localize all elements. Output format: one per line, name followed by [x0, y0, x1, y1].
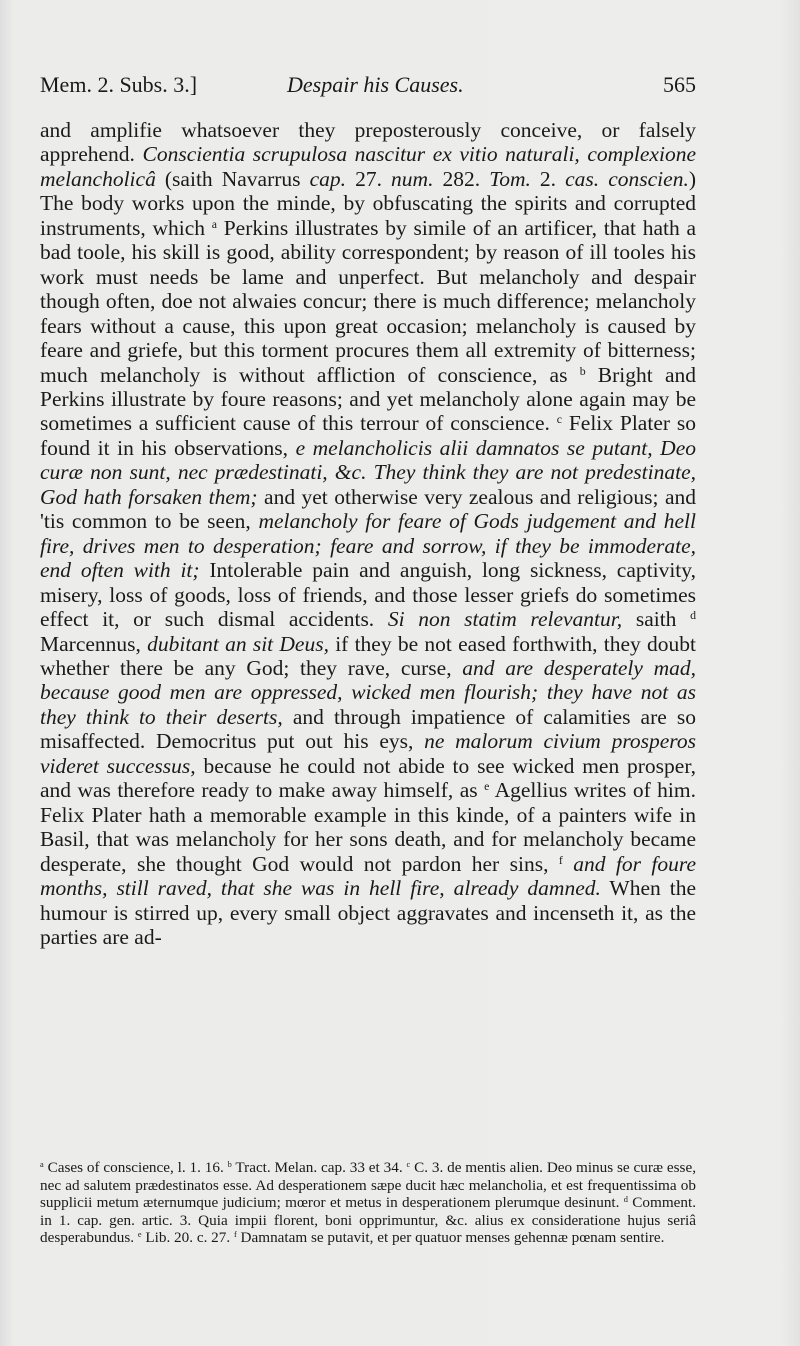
body-italic-run: dubitant an sit Deus,: [147, 631, 329, 656]
body-italic-run: ne malorum civium prosperos videret successus,: [40, 729, 696, 778]
body-text-run: if they be not eased forthwith, they doubt whether there be any God; they rave, curse,: [40, 631, 696, 680]
running-title: Despair his Causes.: [287, 72, 464, 97]
body-text-run: because he could not abide to see wicked men prosper, and was therefore ready to make away himself, as: [40, 753, 696, 803]
footnote-note-marker: b: [227, 1159, 232, 1169]
body-text-run: Intolerable pain and anguish, long sickness, captivity, misery, loss of goods, loss of friends, and those lesser griefs do sometimes effect it, or such dismal accidents.: [40, 558, 696, 632]
body-text-run: and through impatience of calamities are so misaffected. Democritus put out his eys,: [40, 704, 696, 754]
footnotes: [40, 1159, 696, 1247]
body-text-run: 282.: [433, 166, 490, 191]
footnote-block: [40, 1159, 696, 1247]
body-text-run: ) The body works upon the minde, by obfuscating the spirits and corrupted instruments, which: [40, 166, 696, 240]
footnote-note-marker: d: [623, 1195, 628, 1205]
footnote-text-run: Comment. in 1. cap. gen. artic. 3. Quia impii florent, boni opprimuntur, &c. alius ex consideratione hujus seriâ desperabundus.: [40, 1194, 697, 1247]
body-italic-run: melancholy for feare of Gods judgement and hell fire, drives men to desperation; feare and sorrow, if they be immoderate, end often with it;: [40, 509, 696, 583]
body-text-run: [563, 852, 573, 876]
footnote-note-marker: f: [233, 1230, 237, 1240]
body-text-run: Bright and Perkins illustrate by foure reasons; and yet melancholy alone again may be sometimes a sufficient cause of this terrour of conscience.: [40, 362, 696, 436]
body-text-run: When the humour is stirred up, every small object aggravates and incenseth it, as the parties are ad-: [40, 876, 696, 949]
body-text-run: and yet otherwise very zealous and religious; and 'tis common to be seen,: [40, 484, 696, 534]
body-note-marker: b: [579, 363, 586, 378]
body-note-marker: f: [558, 852, 563, 867]
body-note-marker: e: [484, 779, 490, 794]
body-italic-run: Si non statim relevantur,: [387, 607, 623, 632]
body-text: [40, 118, 696, 949]
footnote-note-marker: e: [137, 1230, 142, 1240]
footnote-text-run: Tract. Melan. cap. 33 et 34.: [231, 1159, 407, 1176]
body-text-run: 2.: [530, 166, 566, 191]
footnote-note-marker: c: [406, 1159, 411, 1169]
body-text-run: Felix Plater so found it in his observations,: [40, 411, 696, 460]
body-italic-run: cas. conscien.: [565, 166, 689, 191]
footnote-note-marker: a: [40, 1159, 44, 1169]
body-text-run: (saith Navarrus: [155, 166, 310, 191]
body-text-run: 27.: [346, 166, 392, 191]
body-note-marker: d: [690, 607, 696, 622]
body-italic-run: Tom.: [489, 166, 531, 191]
body-note-marker: a: [211, 216, 217, 231]
body-paragraph: [40, 118, 696, 949]
footnote-text-run: Damnatam se putavit, et per quatuor menses gehennæ pœnam sentire.: [236, 1229, 665, 1247]
body-italic-run: cap.: [309, 166, 347, 191]
body-italic-run: e melancholicis alii damnatos se putant, Deo curæ non sunt, nec prædestinati, &c. They think they are not predestinate, God hath forsaken them;: [40, 435, 696, 509]
footnote-text-run: Cases of conscience, l. 1. 16.: [43, 1159, 228, 1176]
body-text-run: Perkins illustrates by simile of an artificer, that hath a bad toole, his skill is good, ability correspondent; by reason of ill tooles his work must needs be lame and unperfect. But melancholy and despair though often, doe not alwaies concur; there is much difference; melancholy fears without a cause, this upon great occasion; melancholy is caused by feare and griefe, but this torment procures them all extremity of bitterness; much melancholy is without affliction of conscience, as: [40, 215, 696, 387]
body-italic-run: num.: [391, 166, 434, 191]
body-text-run: Agellius writes of him. Felix Plater hath a memorable example in this kinde, of a painters wife in Basil, that was melancholy for her sons death, and for melancholy became desperate, she thought God would not pardon her sins,: [40, 778, 696, 876]
body-text-run: and amplifie whatsoever they preposterously conceive, or falsely apprehend.: [40, 118, 696, 167]
body-note-marker: c: [556, 412, 562, 427]
running-header: [40, 72, 696, 104]
page-number: 565: [663, 72, 696, 97]
footnote-text-run: Lib. 20. c. 27.: [141, 1229, 234, 1247]
body-text-run: Marcennus,: [40, 631, 148, 656]
body-italic-run: and are desperately mad, because good men are oppressed, wicked men flourish; they have not as they think to their deserts,: [40, 655, 696, 729]
section-reference: Mem. 2. Subs. 3.]: [40, 72, 198, 97]
footnote-text-run: C. 3. de mentis alien. Deo minus se curæ esse, nec ad salutem prædestinatos esse. Ad desperationem sæpe ducit hæc melancholia, et est frequentissima ob supplicii metum æternumque judicium; mœror et metus in desperationem plerumque desinunt.: [40, 1159, 696, 1212]
body-italic-run: and for foure months, still raved, that she was in hell fire, already damned.: [40, 851, 697, 901]
body-italic-run: Conscientia scrupulosa nascitur ex vitio naturali, complexione melancholicâ: [40, 142, 696, 191]
body-text-run: saith: [622, 607, 691, 632]
